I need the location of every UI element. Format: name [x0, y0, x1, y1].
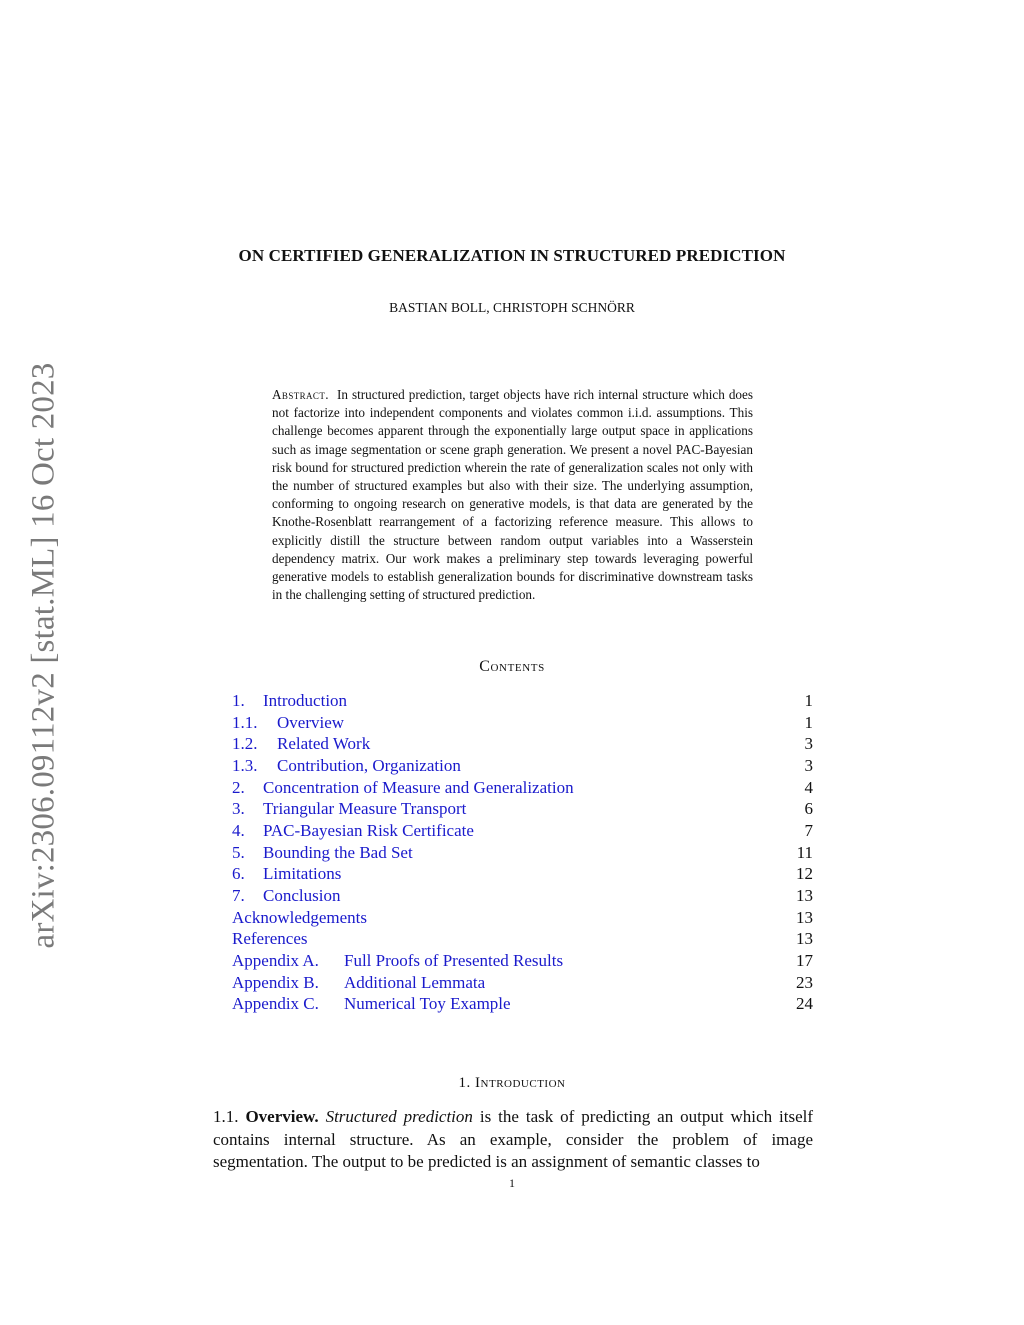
- toc-link-related-work[interactable]: 1.2. Related Work: [232, 734, 371, 754]
- toc-link-contribution[interactable]: 1.3. Contribution, Organization: [232, 755, 461, 775]
- contents-heading: Contents: [479, 658, 545, 675]
- toc-page-number: 23: [796, 972, 813, 992]
- toc-page-number: 7: [804, 820, 813, 840]
- toc-row: [232, 733, 813, 755]
- toc-page-number: 13: [796, 907, 813, 927]
- toc-link-bad-set[interactable]: 5. Bounding the Bad Set: [232, 842, 413, 862]
- toc-page-number: 3: [804, 734, 813, 754]
- toc-page-number: 13: [796, 929, 813, 949]
- toc-link-acknowledgements[interactable]: Acknowledgements: [232, 907, 368, 927]
- table-of-contents: [232, 690, 813, 1015]
- italic-term: Structured prediction: [325, 1107, 473, 1126]
- toc-link-introduction[interactable]: 1. Introduction: [232, 690, 348, 710]
- paper-title: ON CERTIFIED GENERALIZATION IN STRUCTURED PREDICTION: [238, 246, 786, 265]
- toc-page-number: 24: [796, 994, 813, 1014]
- toc-row: [232, 820, 813, 842]
- toc-page-number: 12: [796, 864, 813, 884]
- toc-page-number: 1: [804, 690, 813, 710]
- toc-link-concentration[interactable]: 2. Concentration of Measure and Generalization: [232, 777, 574, 797]
- toc-page-number: 4: [804, 777, 813, 797]
- body-paragraph: [213, 1106, 813, 1174]
- toc-row: [232, 755, 813, 777]
- toc-link-triangular-transport[interactable]: 3. Triangular Measure Transport: [232, 799, 467, 819]
- toc-row: [232, 994, 813, 1016]
- subsection-number: 1.1.: [213, 1107, 239, 1126]
- toc-page-number: 13: [796, 886, 813, 906]
- subsection-title: Overview.: [245, 1107, 319, 1126]
- toc-page-number: 6: [804, 799, 813, 819]
- toc-row: [232, 972, 813, 994]
- abstract-heading: Abstract.: [272, 387, 329, 402]
- section-heading: [0, 1075, 1024, 1092]
- toc-link-appendix-b[interactable]: Appendix B. Additional Lemmata: [232, 972, 486, 992]
- toc-link-limitations[interactable]: 6. Limitations: [232, 864, 342, 884]
- section-number: 1.: [458, 1075, 471, 1091]
- arxiv-identifier: arXiv:2306.09112v2 [stat.ML] 16 Oct 2023: [25, 361, 62, 949]
- toc-row: [232, 907, 813, 929]
- abstract-text: In structured prediction, target objects have rich internal structure which does not factorize into independent components and violates common i.i.d. assumptions. This challenge becomes apparent through the exponentially large output space in applications such as image segmentation or scene graph generation. We present a novel PAC-Bayesian risk bound for structured prediction wherein the rate of generalization scales not only with the number of structured examples but also with their size. The underlying assumption, conforming to ongoing research on generative models, is that data are generated by the Knothe-Rosenblatt rearrangement of a factorizing reference measure. This allows to explicitly distill the structure between random output variables into a Wasserstein dependency matrix. Our work makes a preliminary step towards leveraging powerful generative models to establish generalization bounds for discriminative downstream tasks in the challenging setting of structured prediction.: [272, 387, 754, 603]
- toc-link-overview[interactable]: 1.1. Overview: [232, 712, 345, 732]
- toc-row: [232, 712, 813, 734]
- toc-page-number: 1: [804, 712, 813, 732]
- toc-link-appendix-a[interactable]: Appendix A. Full Proofs of Presented Results: [232, 951, 564, 971]
- toc-row: [232, 864, 813, 886]
- toc-page-number: 11: [796, 842, 813, 862]
- paragraph-text: is the task of predicting an output which itself contains internal structure. As an example, consider the problem of image segmentation. The output to be predicted is an assignment of semantic classes to: [213, 1107, 814, 1171]
- abstract: [272, 386, 753, 604]
- toc-row: [232, 929, 813, 951]
- paper-authors: BASTIAN BOLL, CHRISTOPH SCHNÖRR: [389, 300, 635, 315]
- toc-row: [232, 842, 813, 864]
- toc-row: [232, 950, 813, 972]
- page-number: 1: [509, 1176, 515, 1190]
- toc-page-number: 17: [796, 951, 813, 971]
- toc-link-pac-bayesian[interactable]: 4. PAC-Bayesian Risk Certificate: [232, 820, 474, 840]
- toc-link-references[interactable]: References: [232, 929, 308, 949]
- toc-row: [232, 690, 813, 712]
- toc-row: [232, 798, 813, 820]
- toc-row: [232, 885, 813, 907]
- toc-row: [232, 777, 813, 799]
- arxiv-watermark: [4, 350, 84, 960]
- toc-page-number: 3: [804, 755, 813, 775]
- section-title: Introduction: [475, 1075, 566, 1091]
- toc-link-appendix-c[interactable]: Appendix C. Numerical Toy Example: [232, 994, 511, 1014]
- toc-link-conclusion[interactable]: 7. Conclusion: [232, 886, 341, 906]
